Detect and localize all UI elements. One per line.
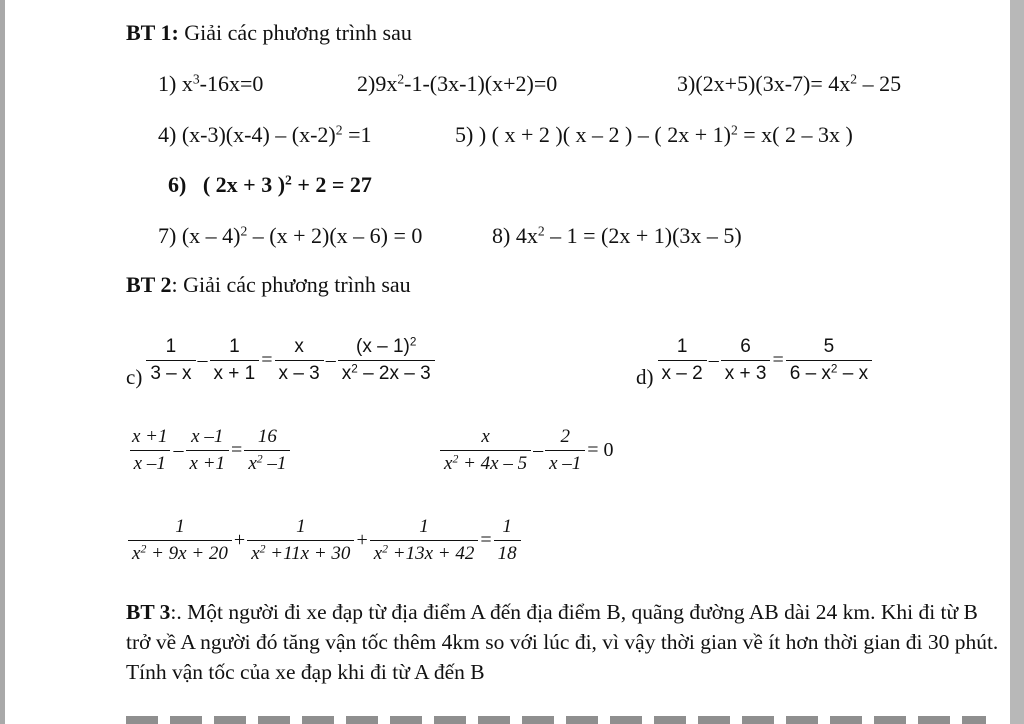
bt2-equation-f: $\frac{x}{x^2 + 4x - 5}$ – $\frac{2}{x -1}$ = 0	[440, 422, 616, 478]
equation-label-c: c)	[126, 365, 143, 389]
bt3-problem: BT 3:. Một người đi xe đạp từ địa điểm A đến địa điểm B, quãng đường AB dài 24 km. Khi đi từ B trở về A người đó tăng vận tốc thêm 4km so với lúc đi, vì vậy thời gian về ít hơn thời gian đi 30 phút. Tính vận tốc của xe đạp khi đi từ A đến B	[126, 600, 999, 684]
bt2-equation-e: $\frac{x +1}{x -1}$ – $\frac{x -1}{x +1}$ = $\frac{16}{x^2 -1}$	[128, 422, 290, 478]
fraction: $\frac{1}{x - 2}$	[658, 336, 707, 385]
bt1-problem-1: 1) $x^3-16x=0$	[158, 71, 264, 96]
bt1-problem-8: 8) $4x^2 - 1 = (2x + 1)(3x - 5)$	[492, 223, 742, 248]
bt2-equation-g: $\frac{1}{x^2 + 9x + 20}$ + $\frac{1}{x^2 +11x + 30}$ + $\frac{1}{x^2 +13x + 42}$ = $\frac{1}{18}$	[128, 510, 521, 570]
fraction: $\frac{x -1}{x +1}$	[186, 426, 230, 475]
page-right-edge	[1010, 0, 1024, 724]
bt1-problem-3: $3)(2x+5)(3x-7)= 4x^2 - 25$	[677, 71, 902, 96]
fraction: $\frac{1}{x^2 +13x + 42}$	[370, 516, 479, 565]
cut-off-text-line	[126, 716, 986, 724]
bt2-heading: BT 2: Giải các phương trình sau	[126, 272, 411, 297]
fraction: $\frac{x +1}{x -1}$	[128, 426, 172, 475]
equation-rhs: = 0	[587, 438, 614, 461]
fraction: $\frac{2}{x -1}$	[545, 426, 585, 475]
bt2-equation-d: d) $\frac{1}{x - 2}$ – $\frac{6}{x + 3}$ = $\frac{5}{6 - x^2 - x}$	[636, 330, 872, 390]
fraction: $\frac{1}{x + 1}$	[210, 336, 260, 385]
fraction: $\frac{1}{x^2 + 9x + 20}$	[128, 516, 232, 565]
fraction: $\frac{x}{x - 3}$	[275, 336, 324, 385]
fraction: $\frac{1}{3 - x}$	[146, 336, 195, 385]
page-left-edge	[0, 0, 5, 724]
bt1-problem-7: 7) (x – 4)$^2$ – (x + 2)(x – 6) = 0	[158, 223, 423, 248]
fraction: $\frac{6}{x + 3}$	[721, 336, 771, 385]
fraction: $\frac{5}{6 - x^2 - x}$	[786, 336, 872, 385]
fraction: $\frac{1}{18}$	[494, 516, 521, 565]
bt1-problem-4: 4) $(x-3)(x-4) - (x-2)^2 =1$	[158, 122, 372, 147]
equation-label-d: d)	[636, 365, 654, 389]
fraction: $\frac{x}{x^2 + 4x - 5}$	[440, 426, 531, 475]
fraction: $\frac{1}{x^2 +11x + 30}$	[247, 516, 354, 565]
bt2-equation-c: c) $\frac{1}{3 - x}$ – $\frac{1}{x + 1}$ = $\frac{x}{x - 3}$ – $\frac{(x - 1)^2}{x^2 - 2x - 3}$	[126, 330, 435, 390]
fraction: $\frac{16}{x^2 -1}$	[244, 426, 290, 475]
bt1-heading: BT 1: Giải các phương trình sau	[126, 20, 412, 45]
bt1-problem-6: 6) ( 2x + 3 )$^2$ + 2 = 27	[168, 172, 372, 197]
bt1-problem-5: 5) ) ( x + 2 )( x – 2 ) – ( 2x + 1)$^2$ = x( 2 – 3x )	[455, 122, 853, 147]
bt1-problem-2: $2)9x^2-1-(3x-1)(x+2)=0$	[357, 71, 558, 96]
fraction: $\frac{(x - 1)^2}{x^2 - 2x - 3}$	[338, 336, 435, 385]
